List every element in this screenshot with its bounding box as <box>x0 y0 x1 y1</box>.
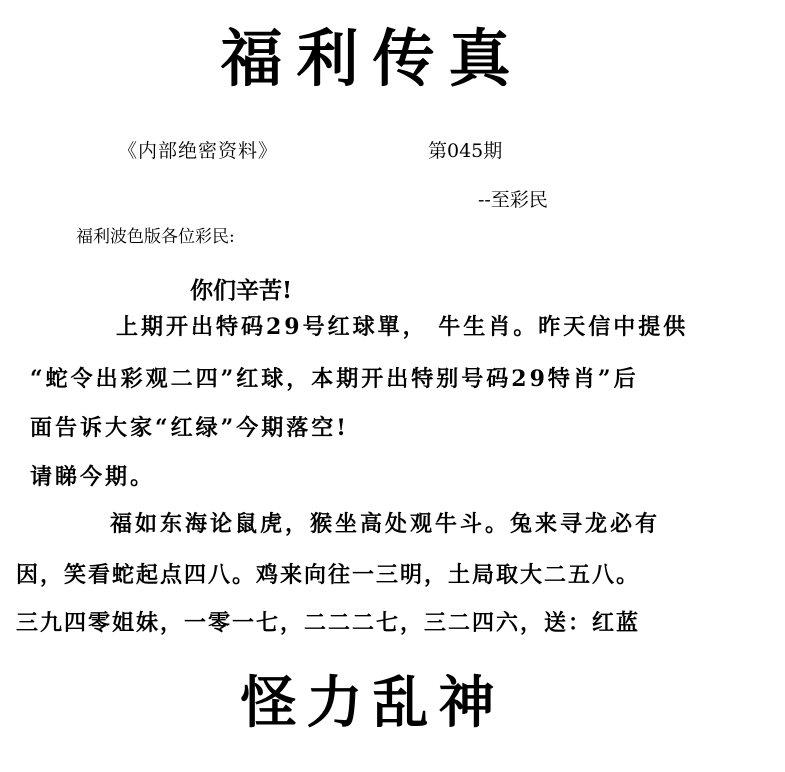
paragraph-2-line: 因，笑看蛇起点四八。鸡来向往一三明，土局取大二五八。 <box>16 562 641 588</box>
paragraph-1-line: 上期开出特码29号红球單， 牛生肖。昨天信中提供 <box>116 314 689 340</box>
paragraph-2-line: 三九四零姐妹，一零一七，二二二七，三二四六，送：红蓝 <box>16 610 641 636</box>
greeting: 你们辛苦! <box>190 277 293 304</box>
salutation: 福利波色版各位彩民: <box>76 227 235 247</box>
paragraph-1-line: “蛇令出彩观二四”红球，本期开出特别号码29特肖”后 <box>30 366 639 392</box>
paragraph-1-line: 请睇今期。 <box>30 464 156 490</box>
page-title: 福利传真 <box>220 22 525 95</box>
issue-number: 第045期 <box>428 140 503 162</box>
paragraph-2-line: 福如东海论鼠虎，猴坐高处观牛斗。兔来寻龙必有 <box>110 511 661 537</box>
signature: --至彩民 <box>478 189 548 211</box>
footer-title: 怪力乱神 <box>240 670 505 736</box>
paragraph-1-line: 面告诉大家“红绿”今期落空! <box>30 415 349 441</box>
document-subtitle: 《内部绝密资料》 <box>118 140 279 162</box>
